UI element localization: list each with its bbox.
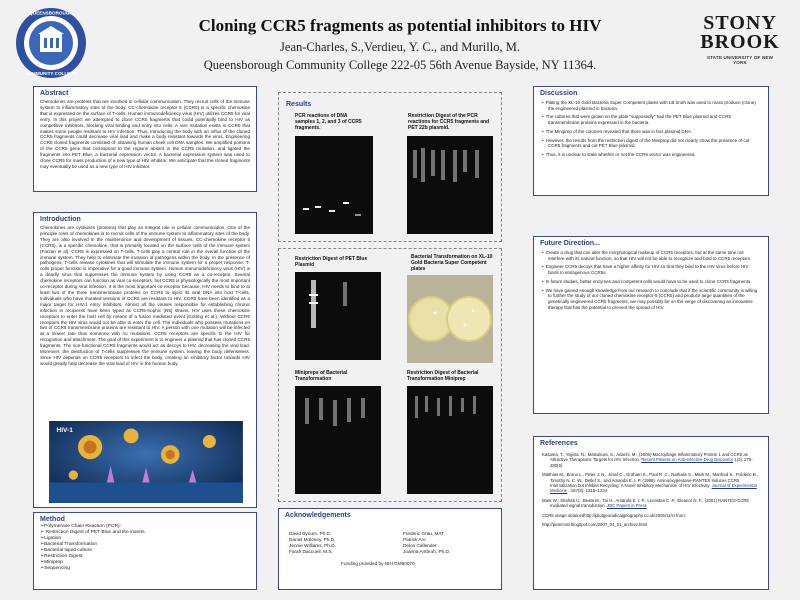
ack-name: Farah Daccueil, M.S.: [289, 548, 333, 554]
reference-item: [542, 452, 760, 468]
affiliation-line: Queensborough Community College 222-05 56th Avenue Bayside, NY 11364.: [203, 58, 597, 72]
pcr-gel-image: [295, 136, 373, 234]
hiv-virus-illustration: [42, 421, 250, 503]
miniprep-caption: Minipreps of Bacterial Transformation: [295, 370, 348, 382]
svg-text:COMMUNITY COLLEGE: COMMUNITY COLLEGE: [25, 71, 77, 76]
discussion-item: • Plating the XL-10 Gold Bacteria Super Competent plates with LB broth was used to mass produce (clone) the engineered plasmid in bacteria.: [542, 100, 760, 111]
discussion-panel: [533, 86, 769, 196]
discussion-list: [534, 98, 768, 163]
pet-blue-caption: Restriction Digest of PET Blue Plasmid: [295, 256, 368, 268]
ack-name: Jennie Williams, Ph.D.: [289, 542, 336, 548]
logo-word-brook: BROOK: [700, 31, 780, 53]
future-item: • Engineer CCR5 decoys that have a higher affinity for HIV so that they bind to the HIV virus before HIV binds to endogenous CCR5s.: [542, 264, 760, 275]
ack-name: Delon Callender: [403, 542, 437, 548]
stony-brook-logo: [700, 14, 780, 78]
method-item: ➢Miniprep: [40, 560, 63, 565]
method-item: ➢Bacterial Transformation: [40, 542, 98, 547]
acknowledgements-heading: Acknowledgements: [285, 512, 351, 519]
future-direction-panel: [533, 236, 769, 414]
agar-plates-illustration: [407, 275, 493, 363]
method-item: ➢ Restriction Digest of PET Blue and the inserts.: [40, 530, 146, 535]
ack-name: David Bynum, Ph.D.: [289, 531, 332, 536]
digest-miniprep-gel-image: [407, 386, 493, 494]
abstract-panel: [33, 86, 257, 192]
reference-link[interactable]: Recent Patents on Anti-Infective Drug Discovery: [641, 457, 734, 463]
discussion-item: • Thus, it is unclear to state whether or not the CCR5 vector was engineered.: [542, 152, 760, 158]
future-item: • We have gained enough knowledge from our research to conclude that if the scientific community is willing to further the study of our cloned chemokine receptor-5 (CCR5) and produce large quantities of the genetically engineered CCR5 fragments, we may possibly be on the verge of discovering an innovative therapy that has the potential to prevent the spread of HIV.: [542, 288, 760, 311]
poster-title: Cloning CCR5 fragments as potential inhibitors to HIV: [198, 16, 602, 35]
method-item: ➢Polymerase Chain Reaction (PCR):: [40, 524, 122, 529]
future-direction-list: [534, 248, 768, 315]
acknowledgements-panel: [278, 508, 502, 590]
method-item: ➢Restriction Digest: [40, 554, 83, 559]
pcr-caption: PCR reactions of DNA samples 1, 2, and 3 of CCR5 fragments.: [295, 113, 362, 131]
reference-item: [542, 522, 760, 527]
transformation-caption: Bacterial Transformation on XL-10 Gold Bacteria Super Competent plates: [411, 254, 493, 272]
reference-item: [542, 472, 760, 494]
method-list: [34, 524, 256, 572]
ack-name: Daniel Moloney, Ph.D.: [289, 536, 336, 542]
ack-name: Patrick Aro: [403, 536, 426, 542]
reference-link[interactable]: JBC Papers in Press: [607, 503, 647, 509]
future-direction-heading: Future Direction...: [540, 240, 600, 247]
digest-caption: Restriction Digest of the PCR reactions for CCR5 fragments and PET 22b plasmid.: [408, 113, 490, 131]
reference-text: http://peterrost.blogspot.com/2007_04_01_archive.html: [542, 522, 648, 528]
transformation-plates-image: [407, 275, 493, 363]
svg-text:QUEENSBOROUGH: QUEENSBOROUGH: [29, 10, 73, 16]
references-panel: [533, 436, 769, 590]
reference-item: [542, 513, 760, 518]
authors-line: Jean-Charles, S.,Verdieu, Y. C., and Murillo, M.: [280, 40, 520, 54]
method-item: ➢Sequencing: [40, 566, 70, 571]
reference-text: Kasama, T., Yajima, N., Matsukura, S., Adachi, M., (2006) Macrophage Inflammatory Protein 1 and CCR5 as Attractive Therapeutic Targets for HIV Infection.: [542, 452, 748, 463]
introduction-panel: [33, 212, 257, 508]
discussion-item: • However, the results from the restriction digest of the Miniprep did not clearly show the presence of cut CCR5 fragments and cut PET Blue plasmid.: [542, 138, 760, 149]
miniprep-gel-image: [295, 386, 381, 494]
ack-name: Joanna Ambroh, Ph.D.: [403, 548, 451, 554]
discussion-heading: Discussion: [540, 90, 578, 97]
reference-text: Mark W., Shahab U., Beata M., Tai H., Amanda E. I. P., Leonidas C. P., Eleanor N. F., (2001) RANTES-CCR5 mediated signal transduction.: [542, 497, 749, 509]
method-heading: Method: [40, 516, 65, 523]
method-item: ➢Ligation: [40, 536, 62, 541]
logo-subtitle: STATE UNIVERSITY OF NEW YORK: [706, 55, 774, 65]
discussion-item: • The Miniprep of the colonies revealed that there was in fact plasmid DNA.: [542, 129, 760, 135]
hiv-figure-label: HIV-1: [56, 427, 73, 435]
funding-note: Funding provided by NIH GM50070: [341, 561, 415, 566]
logo-word-stony: STONY: [703, 12, 777, 34]
reference-link[interactable]: Journal of Experimental Medicine: [550, 483, 757, 494]
references-heading: References: [540, 440, 578, 447]
reference-text: Matthias M., Bruno L., Peter J. N., Josef C., Graham S., Paul R. C., Nathalie S., Mark M., Manfred S., Frédéric B., Timothy N. C. W., Detlef S., and Amanda E. I. P. (1998). Aminooxypentane-RANTES Induces CCR5 Internalization but Inhibits Recycling: A Novel Inhibitory Mechanism of HIV Infectivity.: [542, 472, 759, 489]
reference-text: CCR5 image obtainedhttp://pilotgeoradicalgeography.co.uk/2006/11/cl from:: [542, 512, 686, 518]
results-heading: Results: [286, 101, 312, 108]
future-item: • Create a drug that can alter the morphological makeup of CCR5 receptors, but at the same time not interfere with its natural function, so that HIV will not be able to recognize and bind to CCR5 receptors.: [542, 250, 760, 261]
method-panel: [33, 512, 257, 590]
acknowledgements-col-2: [403, 531, 450, 555]
future-item: • In future studies, better enzymes and competent cells would have to be used to clone CCR5 fragments.: [542, 279, 760, 285]
method-item: ➢Bacterial liquid culture: [40, 548, 92, 553]
digest-miniprep-caption: Restriction Digest of Bacterial Transformation Miniprep: [407, 370, 479, 382]
introduction-text: Chemokines are cytokines (proteins) that play an integral role in cellular communication. One of the principle roles of chemokines is to recruit cells of the immune system to inflammatory sites of the body. They are also involved in the maintenance and development of tissues. CC-chemokine receptor 5 (CCR5), is a specific chemokine, that is primarily located on the surface cells of the immune system (Farzan et al). CCR5 is expressed on T-cells. T-cells play a central role in the overall function of the immune system. They help to eliminate the invasion of pathogens within the body. In the presence of pathogens, T-cells release cytokines that will stimulate the immune system for a proper response. T-cells proper function is imperative for a good immune system. Human immunodeficiency virus (HIV) is a deadly virus that suppresses the immune system by using CCR5 as a co-receptor. Several chemokine receptors can function as viral co-receptors, but CCR5 is physiologically the most important co-receptor during viral infection. It is the most important co-receptor because, HIV needs to bind to at least two of the three transmembrane proteins on CCR5 to inject its viral DNA into host T-cells. Individuals who have mutated versions of CCR5 are resistant to HIV. CCR5 have been identified as a major target for HIV-1 entry inhibitors. Almost all the viruses responsible for establishing chronic infection in recipients have been typed as CCR5-trophic (R5) strains. HIV uses these chemokine receptors to enter the host cell by means of a fusion mediated event (Gotting et al.). Without CCR5 receptors the HIV virus would not be able to enter the cell. The individuals who possess mutations on two of CCR5 transmembrane proteins are resistant to HIV. A person with one mutation will be infected at a slower rate than someone with no mutations. CCR5 receptors are specific to the HIV for recognition and attachment. The goal of this experiment is to engineer a plasmid that has cloned CCR5 fragments. The non-functional CCR5 fragments would act as decoys to HIV, decreasing the viral load. Moreover, the destruction of T-cells suppresses the immune system, leaving the body defenseless. Since HIV depends on CCR5 receptors to infect the body, creating an inhibitory factor towards HIV would greatly help decrease the viral load of HIV in the human body.: [40, 225, 250, 366]
abstract-text: Chemokines are proteins that are involved in cellular communication. They recruit cells of the immune system to inflammatory sites of the body. CC-chemokine receptor 5 (CCR5) is a specific chemokine that is expressed on the surface of T-cells. Human immunodeficiency virus (HIV) utilizes CCR5 for viral entry. In this project we attempted to clone CCR5 fragments that could potentially bind to HIV as competitive inhibitors, blocking viral binding and entry into cells. A rare mutation exists in CCR5 that makes some people resistant to HIV infection. Thus, introducing the body with an influx of the cloned CCR5 fragments could decrease viral load and make a body resistant towards the virus. Engineering CCR5 cloned fragments consisted of: obtaining human cheek cell DNA samples. We amplified portions of the CCR5 gene that correspond to the regions absent in the CCR5 mutation, and ligated the fragments into PET Blue, a bacterial expression vector. A bacterial expression system was used to clone CCR5 for mass production of a new type of HIV inhibitor. We anticipate that the cloned fragments may eventually be used as a new type of HIV inhibitor.: [40, 99, 250, 169]
reference-tail: 1(3), 275-280(6): [550, 457, 753, 468]
references-list: [534, 448, 768, 535]
reference-tail: . 187(8): 1215–1224: [568, 488, 608, 494]
reference-item: [542, 498, 760, 509]
acknowledgements-col-1: [289, 531, 336, 555]
queensborough-seal-logo: [14, 6, 88, 80]
pet-blue-gel-image: [295, 272, 381, 360]
ack-name: Frederic Grau, MAT: [403, 531, 445, 536]
digest-gel-image: [407, 136, 493, 234]
abstract-heading: Abstract: [40, 90, 69, 97]
discussion-item: • The cultures that were grown on the plate “supposedly” had the PET Blue plasmid and CCR5 transmembrane proteins expressed in the bacteria.: [542, 114, 760, 125]
introduction-heading: Introduction: [40, 216, 81, 223]
